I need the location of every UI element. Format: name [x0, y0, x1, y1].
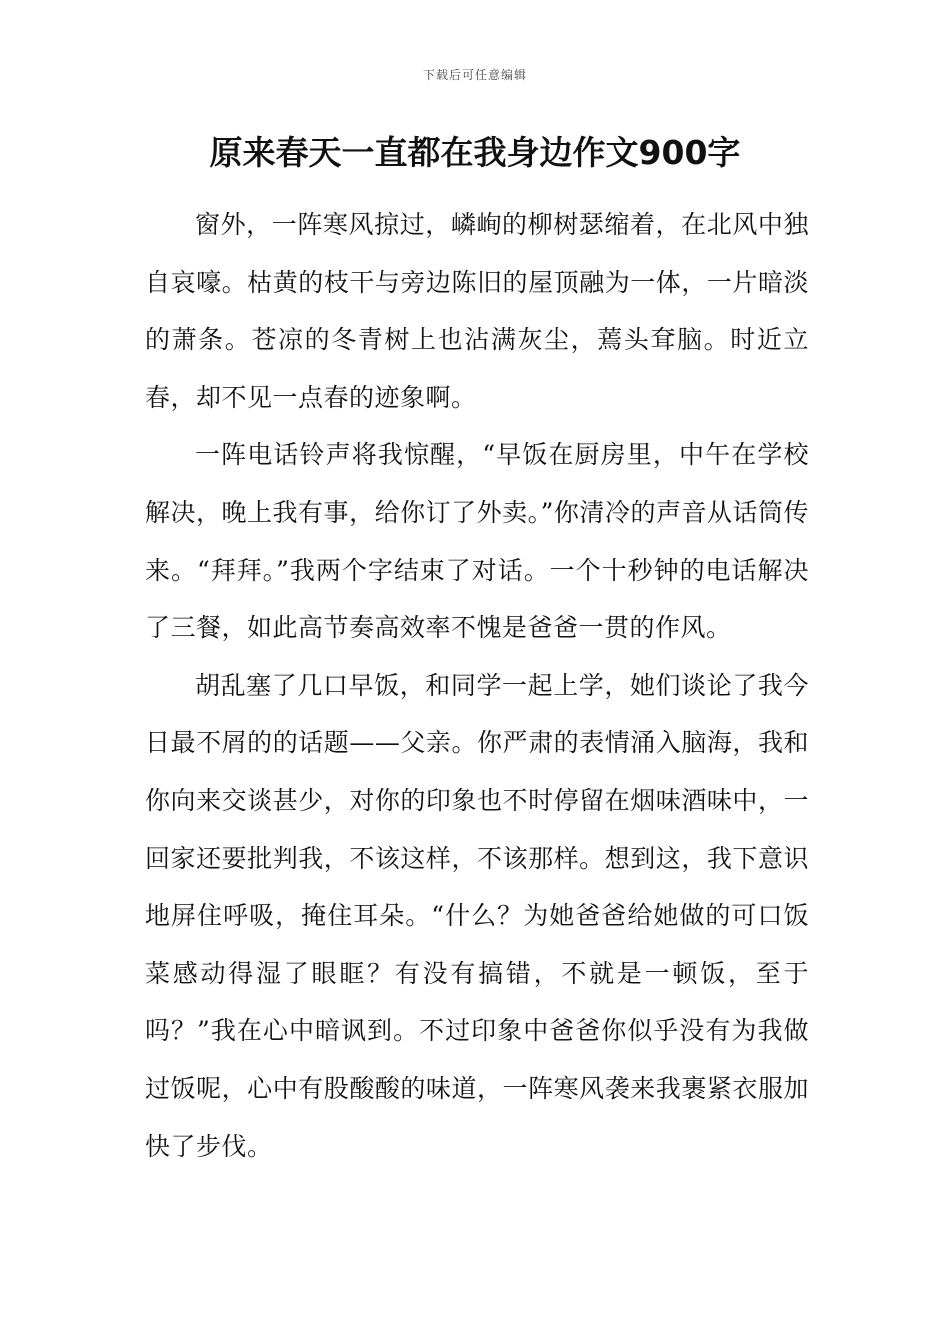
paragraph-3: 胡乱塞了几口早饭，和同学一起上学，她们谈论了我今日最不屑的的话题——父亲。你严肃的表情涌入脑海，我和你向来交谈甚少，对你的印象也不时停留在烟味酒味中，一回家还要批判我，不该这样，不该那样。想到这，我下意识地屏住呼吸，掩住耳朵。“什么？为她爸爸给她做的可口饭菜感动得湿了眼眶？有没有搞错，不就是一顿饭，至于吗？”我在心中暗讽到。不过印象中爸爸你似乎没有为我做过饭呢，心中有股酸酸的味道，一阵寒风袭来我裹紧衣服加快了步伐。: [145, 670, 809, 1161]
paragraph-2: 一阵电话铃声将我惊醒，“早饭在厨房里，中午在学校解决，晚上我有事，给你订了外卖。”你清冷的声音从话筒传来。“拜拜。”我两个字结束了对话。一个十秒钟的电话解决了三餐，如此高节奏高效率不愧是爸爸一贯的作风。: [145, 440, 809, 643]
document-title: 原来春天一直都在我身边作文900字: [209, 133, 741, 172]
header-note: 下载后可任意编辑: [422, 68, 527, 82]
paragraph-1: 窗外，一阵寒风掠过，嶙峋的柳树瑟缩着，在北风中独自哀嚎。枯黄的枝干与旁边陈旧的屋顶融为一体，一片暗淡的萧条。苍凉的冬青树上也沾满灰尘，蔫头耷脑。时近立春，却不见一点春的迹象啊。: [145, 210, 809, 412]
document-body: [145, 196, 809, 1175]
